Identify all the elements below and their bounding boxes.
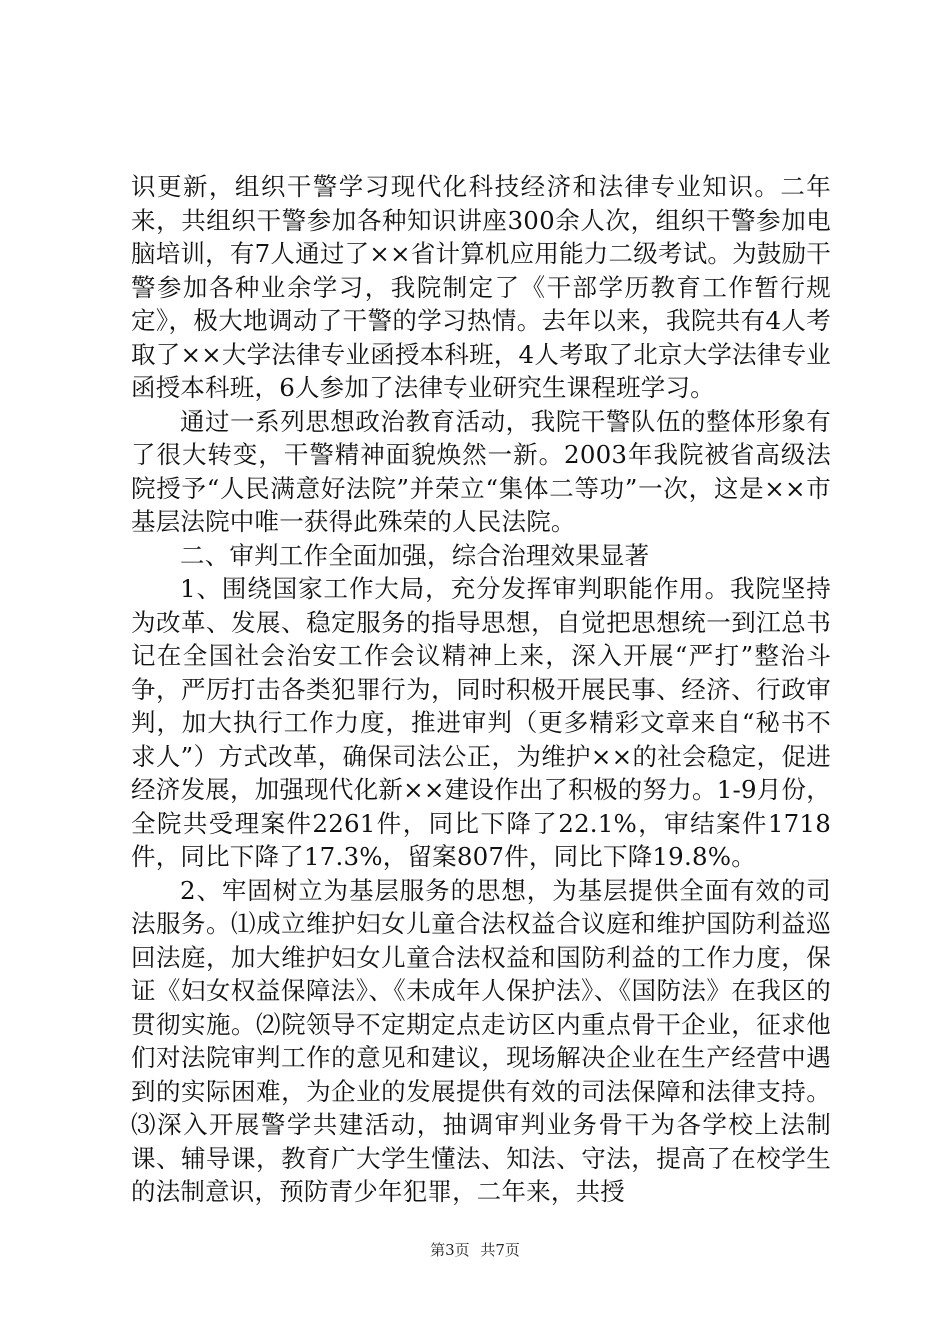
paragraph-political-education: 通过一系列思想政治教育活动，我院干警队伍的整体形象有了很大转变，干警精神面貌焕然一新。2003年我院被省高级法院授予“人民满意好法院”并荣立“集体二等功”一次，这是××市基层法院中唯一获得此殊荣的人民法院。 (131, 406, 831, 536)
section-heading-trial-work: 二、审判工作全面加强，综合治理效果显著 (180, 540, 650, 570)
page-number: 第3页 (430, 1241, 470, 1259)
document-body (131, 170, 831, 1209)
paragraph-training: 识更新，组织干警学习现代化科技经济和法律专业知识。二年来，共组织干警参加各种知识讲座300余人次，组织干警参加电脑培训，有7人通过了××省计算机应用能力二级考试。为鼓励干警参加各种业余学习，我院制定了《干部学历教育工作暂行规定》，极大地调动了干警的学习热情。去年以来，我院共有4人考取了××大学法律专业函授本科班，4人考取了北京大学法律专业函授本科班，6人参加了法律专业研究生课程班学习。 (131, 172, 831, 402)
paragraph-grassroots-service: 2、牢固树立为基层服务的思想，为基层提供全面有效的司法服务。⑴成立维护妇女儿童合法权益合议庭和维护国防利益巡回法庭，加大维护妇女儿童合法权益和国防利益的工作力度，保证《妇女权益保障法》、《未成年人保护法》、《国防法》在我区的贯彻实施。⑵院领导不定期定点走访区内重点骨干企业，征求他们对法院审判工作的意见和建议，现场解决企业在生产经营中遇到的实际困难，为企业的发展提供有效的司法保障和法律支持。⑶深入开展警学共建活动，抽调审判业务骨干为各学校上法制课、辅导课，教育广大学生懂法、知法、守法，提高了在校学生的法制意识，预防青少年犯罪，二年来，共授 (131, 875, 831, 1206)
page-total: 共7页 (480, 1241, 520, 1259)
paragraph-trial-function: 1、围绕国家工作大局，充分发挥审判职能作用。我院坚持为改革、发展、稳定服务的指导思想，自觉把思想统一到江总书记在全国社会治安工作会议精神上来，深入开展“严打”整治斗争，严厉打击各类犯罪行为，同时积极开展民事、经济、行政审判，加大执行工作力度，推进审判（更多精彩文章来自“秘书不求人”）方式改革，确保司法公正，为维护××的社会稳定，促进经济发展，加强现代化新××建设作出了积极的努力。1-9月份，全院共受理案件2261件，同比下降了22.1%，审结案件1718件，同比下降了17.3%，留案807件，同比下降19.8%。 (131, 574, 831, 871)
page-footer (0, 1240, 950, 1260)
